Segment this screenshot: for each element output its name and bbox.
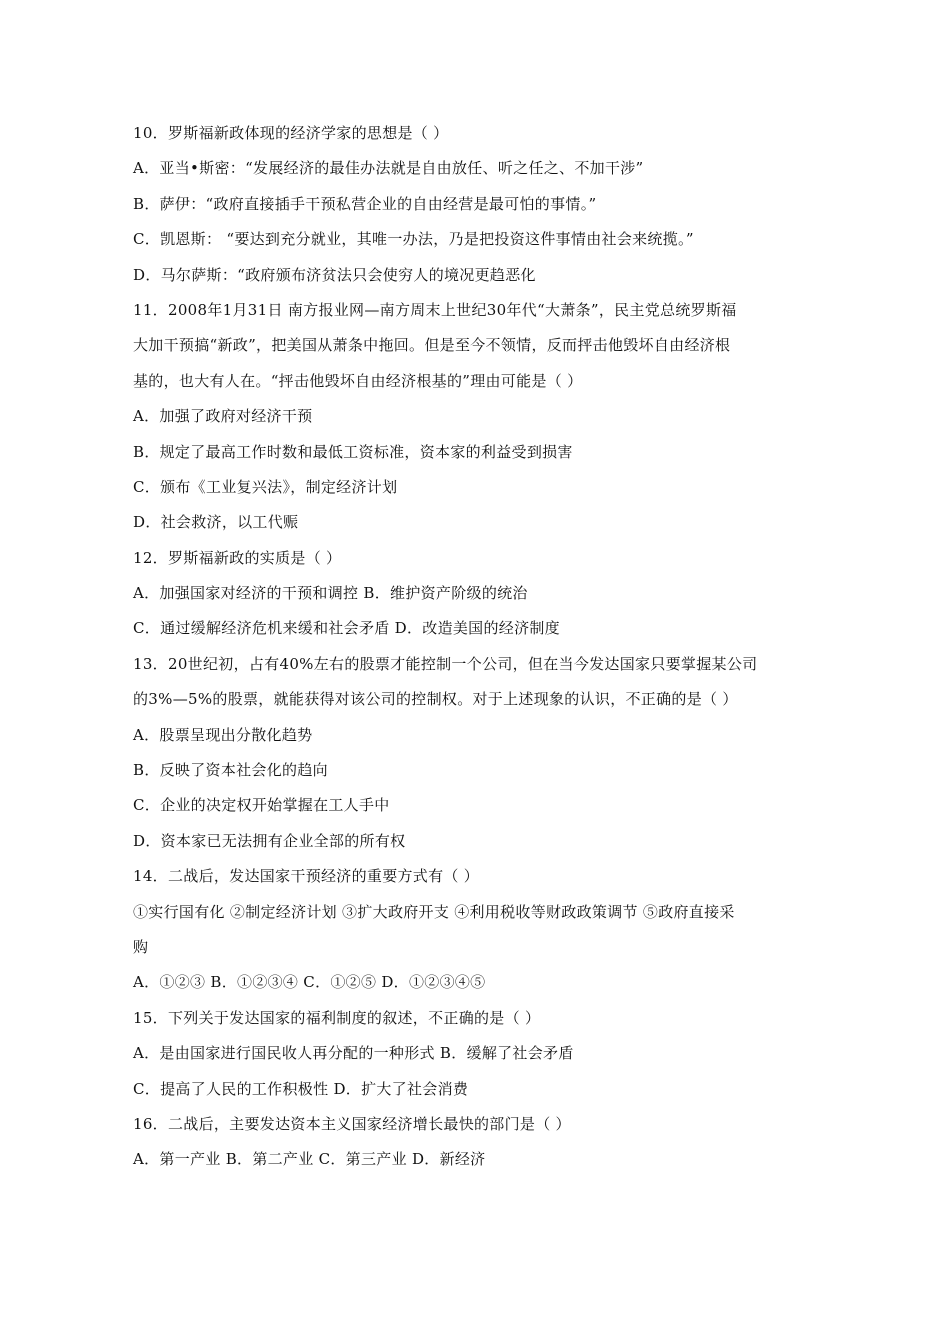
question-16-stem: 16．二战后，主要发达资本主义国家经济增长最快的部门是（ ） [133,1114,571,1133]
question-14-options: A．①②③ B．①②③④ C．①②⑤ D．①②③④⑤ [133,973,486,992]
question-10-option-c: C．凯恩斯： “要达到充分就业，其唯一办法，乃是把投资这件事情由社会来统揽。” [133,230,694,249]
question-13-stem-line-1: 13．20世纪初，占有40%左右的股票才能控制一个公司，但在当今发达国家只要掌握某公司 [133,654,758,673]
question-15-options-ab: A．是由国家进行国民收人再分配的一种形式 B．缓解了社会矛盾 [133,1044,574,1063]
question-16-options: A．第一产业 B．第二产业 C．第三产业 D．新经济 [133,1150,486,1169]
question-14-items-line-2: 购 [133,937,149,956]
question-12-options-cd: C．通过缓解经济危机来缓和社会矛盾 D．改造美国的经济制度 [133,619,560,638]
question-13-stem-line-2: 的3%—5%的股票，就能获得对该公司的控制权。对于上述现象的认识，不正确的是（ ） [133,690,738,709]
question-11-option-c: C．颁布《工业复兴法》，制定经济计划 [133,477,398,496]
question-12-options-ab: A．加强国家对经济的干预和调控 B．维护资产阶级的统治 [133,584,528,603]
question-11-option-d: D．社会救济，以工代赈 [133,513,299,532]
question-14-stem: 14．二战后，发达国家干预经济的重要方式有（ ） [133,867,480,886]
question-15-options-cd: C．提高了人民的工作积极性 D．扩大了社会消费 [133,1079,469,1098]
question-13-option-c: C．企业的决定权开始掌握在工人手中 [133,796,390,815]
question-11-stem-line-1: 11．2008年1月31日 南方报业网—南方周末上世纪30年代“大萧条”，民主党总统罗斯福 [133,300,737,319]
question-11-option-b: B．规定了最高工作时数和最低工资标准，资本家的利益受到损害 [133,442,573,461]
question-10-option-a: A．亚当•斯密：“发展经济的最佳办法就是自由放任、听之任之、不加干涉” [133,159,644,178]
question-15-stem: 15．下列关于发达国家的福利制度的叙述，不正确的是（ ） [133,1008,541,1027]
question-10-stem: 10．罗斯福新政体现的经济学家的思想是（ ） [133,124,449,142]
document-page [133,124,823,1186]
question-11-option-a: A．加强了政府对经济干预 [133,407,313,426]
question-10-option-b: B．萨伊：“政府直接插手干预私营企业的自由经营是最可怕的事情。” [133,194,597,213]
question-13-option-a: A．股票呈现出分散化趋势 [133,725,313,744]
question-10-option-d: D．马尔萨斯：“政府颁布济贫法只会使穷人的境况更趋恶化 [133,265,536,284]
question-14-items-line-1: ①实行国有化 ②制定经济计划 ③扩大政府开支 ④利用税收等财政政策调节 ⑤政府直接采 [133,902,735,921]
question-11-stem-line-2: 大加干预搞“新政”，把美国从萧条中拖回。但是至今不领情，反而抨击他毁坏自由经济根 [133,336,731,355]
question-12-stem: 12．罗斯福新政的实质是（ ） [133,548,342,567]
question-11-stem-line-3: 基的，也大有人在。“抨击他毁坏自由经济根基的”理由可能是（ ） [133,371,583,390]
question-13-option-d: D．资本家已无法拥有企业全部的所有权 [133,831,406,850]
question-13-option-b: B．反映了资本社会化的趋向 [133,761,328,780]
